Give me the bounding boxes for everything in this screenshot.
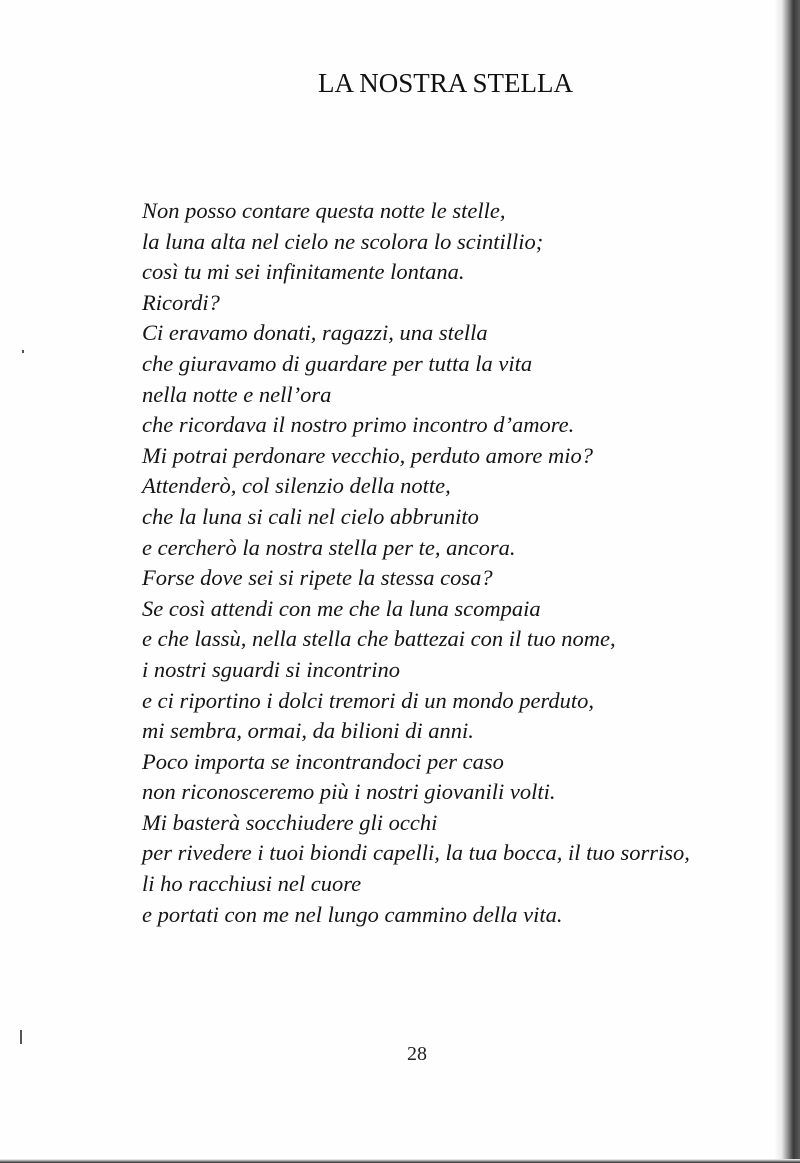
poem-body	[142, 196, 690, 930]
poem-line: Non posso contare questa notte le stelle,	[142, 198, 506, 223]
poem-line: Mi potrai perdonare vecchio, perduto amore mio?	[142, 442, 593, 468]
poem-line: per rivedere i tuoi biondi capelli, la tua bocca, il tuo sorriso,	[142, 840, 690, 866]
poem-line: che la luna si cali nel cielo abbrunito	[142, 503, 479, 529]
poem-line: e che lassù, nella stella che battezai con il tuo nome,	[142, 626, 616, 652]
poem-line: Poco importa se incontrandoci per caso	[142, 748, 504, 774]
poem-line: Ci eravamo donati, ragazzi, una stella	[142, 320, 488, 346]
poem-line: i nostri sguardi si incontrino	[142, 656, 400, 682]
poem-line: Se così attendi con me che la luna scompaia	[142, 595, 541, 621]
poem-line: Ricordi?	[142, 289, 220, 315]
poem-line: Mi basterà socchiudere gli occhi	[142, 809, 438, 835]
poem-line: e cercherò la nostra stella per te, ancora.	[142, 534, 516, 560]
scan-speck	[20, 1030, 22, 1044]
poem-line: che ricordava il nostro primo incontro d’amore.	[142, 412, 575, 438]
poem-line: Forse dove sei si ripete la stessa cosa?	[142, 565, 493, 591]
page-number: 28	[407, 1043, 427, 1065]
poem-line: e ci riportino i dolci tremori di un mondo perduto,	[142, 687, 595, 713]
poem-line: mi sembra, ormai, da bilioni di anni.	[142, 718, 474, 744]
poem-line: che giuravamo di guardare per tutta la vita	[142, 350, 533, 376]
scan-edge-right	[774, 0, 800, 1163]
poem-line: nella notte e nell’ora	[142, 381, 332, 407]
poem-line: la luna alta nel cielo ne scolora lo scintillio;	[142, 228, 544, 254]
poem-line: così tu mi sei infinitamente lontana.	[142, 259, 465, 285]
poem-line: li ho racchiusi nel cuore	[142, 871, 362, 897]
scan-speck	[22, 350, 24, 353]
poem-line: Attenderò, col silenzio della notte,	[142, 473, 451, 499]
poem-line: non riconosceremo più i nostri giovanili volti.	[142, 779, 556, 805]
scan-edge-bottom	[0, 1159, 800, 1163]
poem-title: LA NOSTRA STELLA	[318, 68, 574, 98]
poem-line: e portati con me nel lungo cammino della vita.	[142, 901, 563, 927]
